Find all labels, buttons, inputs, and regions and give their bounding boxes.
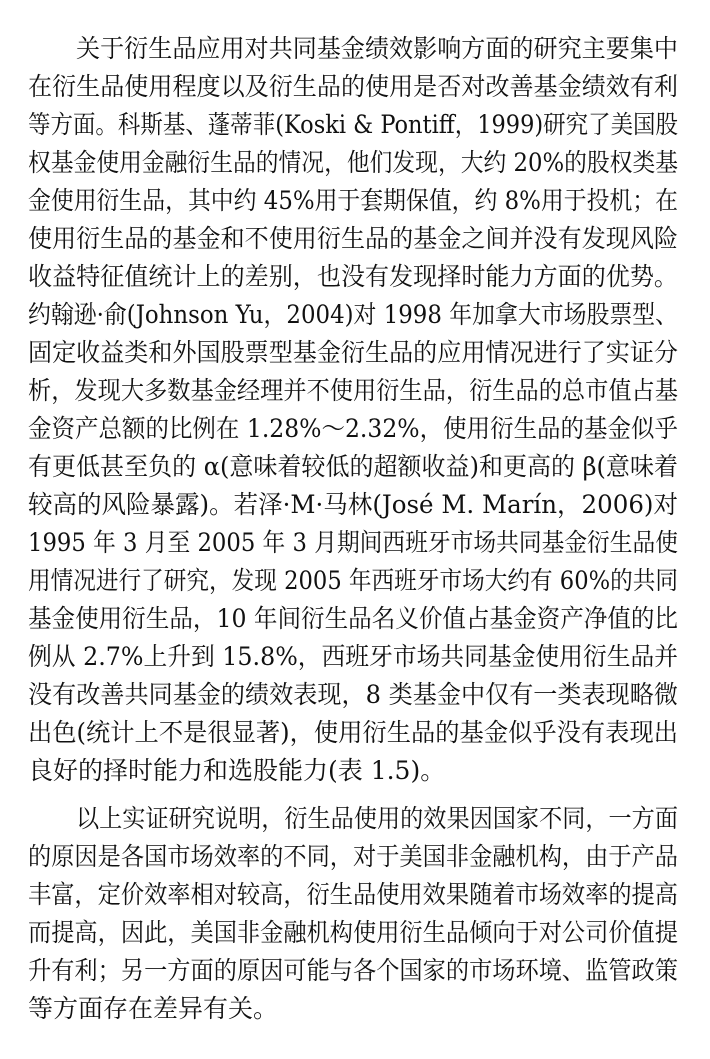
text-line: 1995 年 3 月至 2005 年 3 月期间西班牙市场共同基金衍生品使 — [28, 528, 678, 557]
text-line: 使用衍生品的基金和不使用衍生品的基金之间并没有发现风险 — [28, 224, 678, 253]
text-line: 关于衍生品应用对共同基金绩效影响方面的研究主要集中 — [76, 34, 678, 63]
text-line: 等方面存在差异有关。 — [28, 994, 279, 1023]
text-line: 没有改善共同基金的绩效表现，8 类基金中仅有一类表现略微 — [28, 680, 678, 709]
text-line: 析，发现大多数基金经理并不使用衍生品，衍生品的总市值占基 — [28, 376, 678, 405]
text-line: 收益特征值统计上的差别，也没有发现择时能力方面的优势。 — [28, 262, 678, 291]
text-line: 金资产总额的比例在 1.28%～2.32%，使用衍生品的基金似乎 — [28, 414, 678, 443]
text-line: 较高的风险暴露)。若泽·M·马林(José M. Marín，2006)对 — [28, 490, 678, 519]
text-line: 在衍生品使用程度以及衍生品的使用是否对改善基金绩效有利 — [28, 72, 678, 101]
text-line: 金使用衍生品，其中约 45%用于套期保值，约 8%用于投机；在 — [28, 186, 678, 215]
text-line: 用情况进行了研究，发现 2005 年西班牙市场大约有 60%的共同 — [28, 566, 678, 595]
text-line: 约翰逊·俞(Johnson Yu，2004)对 1998 年加拿大市场股票型、 — [28, 300, 678, 329]
text-line: 的原因是各国市场效率的不同，对于美国非金融机构，由于产品 — [28, 842, 678, 871]
text-line: 升有利；另一方面的原因可能与各个国家的市场环境、监管政策 — [28, 956, 678, 985]
text-line: 固定收益类和外国股票型基金衍生品的应用情况进行了实证分 — [28, 338, 678, 367]
text-line: 例从 2.7%上升到 15.8%，西班牙市场共同基金使用衍生品并 — [28, 642, 678, 671]
text-line: 而提高，因此，美国非金融机构使用衍生品倾向于对公司价值提 — [28, 918, 678, 947]
text-line: 有更低甚至负的 α(意味着较低的超额收益)和更高的 β(意味着 — [28, 452, 678, 481]
text-line: 以上实证研究说明，衍生品使用的效果因国家不同，一方面 — [76, 804, 678, 833]
text-line: 良好的择时能力和选股能力(表 1.5)。 — [28, 756, 446, 785]
text-line: 等方面。科斯基、蓬蒂菲(Koski & Pontiff，1999)研究了美国股 — [28, 110, 678, 139]
text-line: 出色(统计上不是很显著)，使用衍生品的基金似乎没有表现出 — [28, 718, 678, 747]
text-line: 丰富，定价效率相对较高，衍生品使用效果随着市场效率的提高 — [28, 880, 678, 909]
text-line: 权基金使用金融衍生品的情况，他们发现，大约 20%的股权类基 — [28, 148, 678, 177]
text-line: 基金使用衍生品，10 年间衍生品名义价值占基金资产净值的比 — [28, 604, 678, 633]
